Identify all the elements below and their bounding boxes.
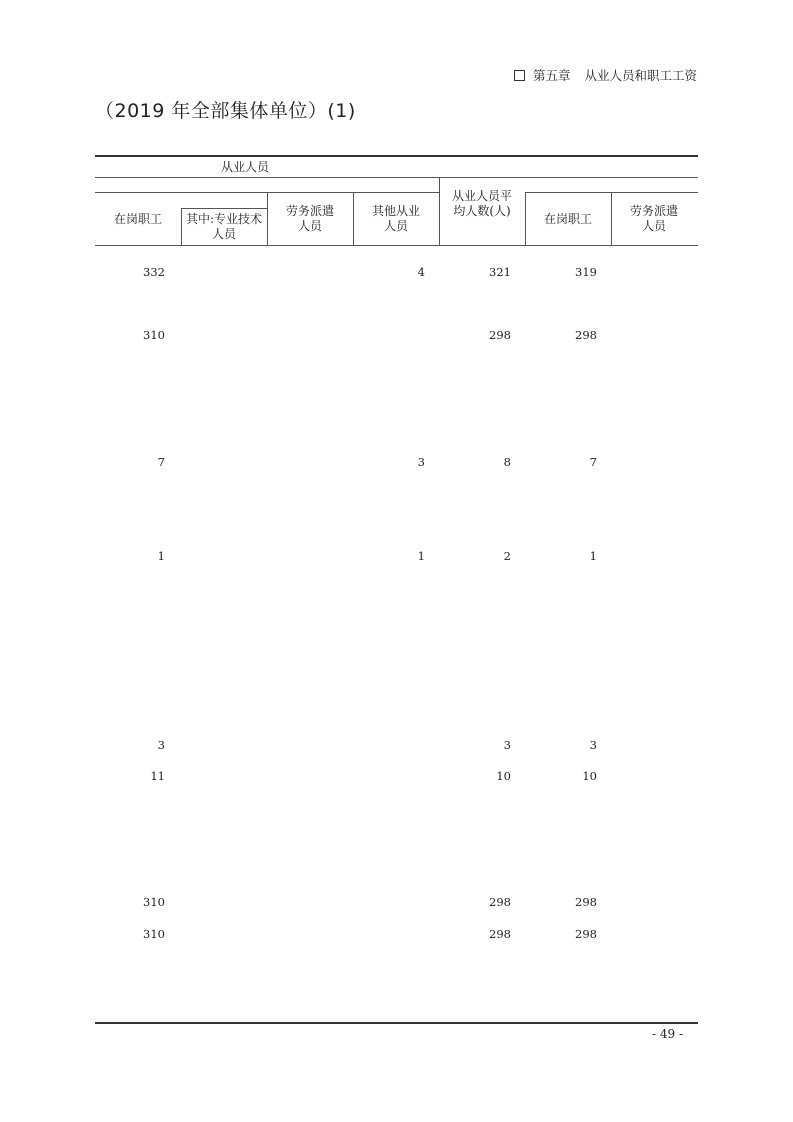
table-cell: 310 <box>143 328 165 342</box>
header-divider <box>181 208 267 209</box>
column-divider <box>181 208 182 245</box>
page-number: - 49 - <box>651 1027 683 1041</box>
header-c3: 劳务派遣人员 <box>285 204 334 233</box>
table-cell: 3 <box>589 738 597 752</box>
table-cell: 310 <box>143 927 165 941</box>
table-title: （2019 年全部集体单位）(1) <box>95 100 356 122</box>
table-cell: 298 <box>489 328 511 342</box>
running-head <box>514 66 697 84</box>
column-divider <box>353 192 354 245</box>
header-c7: 劳务派遣人员 <box>629 204 678 233</box>
table-cell: 3 <box>417 455 425 469</box>
table-bottom-rule <box>95 1022 698 1024</box>
table-cell: 3 <box>157 738 165 752</box>
table-cell: 4 <box>417 265 425 279</box>
chapter-title: 从业人员和职工工资 <box>584 68 697 83</box>
table-cell: 319 <box>575 265 597 279</box>
header-c4: 其他从业人员 <box>371 204 420 233</box>
header-c6: 在岗职工 <box>543 212 592 226</box>
table-cell: 321 <box>489 265 511 279</box>
table-cell: 2 <box>503 549 511 563</box>
table-cell: 10 <box>496 769 511 783</box>
column-divider <box>525 192 526 245</box>
chapter-number: 第五章 <box>532 68 571 83</box>
table-cell: 310 <box>143 895 165 909</box>
header-group-label: 从业人员 <box>220 160 269 174</box>
table-cell: 1 <box>157 549 165 563</box>
table-cell: 298 <box>489 927 511 941</box>
header-c2: 其中:专业技术人员 <box>185 212 263 241</box>
table-cell: 7 <box>157 455 165 469</box>
header-c5: 从业人员平均人数(人) <box>451 189 512 218</box>
header-divider <box>95 177 698 178</box>
table-cell: 11 <box>150 769 165 783</box>
table-cell: 10 <box>582 769 597 783</box>
table-top-rule <box>95 155 698 157</box>
column-divider <box>267 192 268 245</box>
column-divider <box>439 177 440 245</box>
table-cell: 1 <box>589 549 597 563</box>
square-icon <box>514 70 525 81</box>
table-cell: 7 <box>589 455 597 469</box>
table-cell: 298 <box>575 927 597 941</box>
table-cell: 1 <box>417 549 425 563</box>
table-cell: 332 <box>143 265 165 279</box>
table-cell: 8 <box>503 455 511 469</box>
column-divider <box>611 192 612 245</box>
header-c1: 在岗职工 <box>113 212 162 226</box>
header-bottom-rule <box>95 245 698 246</box>
table-cell: 298 <box>575 328 597 342</box>
table-cell: 3 <box>503 738 511 752</box>
table-cell: 298 <box>489 895 511 909</box>
table-cell: 298 <box>575 895 597 909</box>
